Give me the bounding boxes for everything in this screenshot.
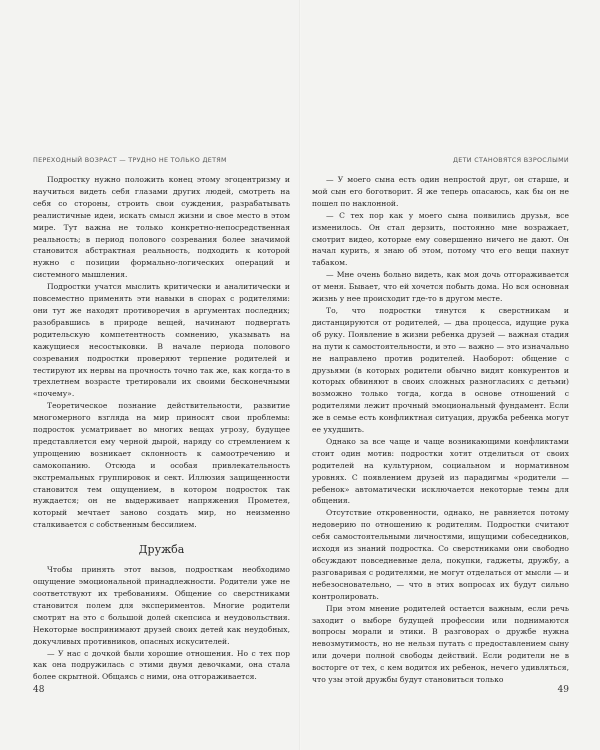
right-body-text: [312, 174, 569, 686]
page-number-left: 48: [33, 685, 45, 695]
running-head-left: ПЕРЕХОДНЫЙ ВОЗРАСТ — ТРУДНО НЕ ТОЛЬКО ДЕТЯМ: [33, 156, 227, 164]
paragraph: — С тех пор как у моего сына появились друзья, все изменилось. Он стал дерзить, постоянно мне возражает, смотрит видео, которые ему совершенно ничего не дают. Он начал курить, я знаю об этом, потому что его вещи пахнут табаком.: [312, 210, 569, 268]
paragraph: Чтобы принять этот вызов, подросткам необходимо ощущение эмоциональной принадлежности. Родители уже не соответствуют их требованиям. Общение со сверстниками становится полем для экспериментов. Многие родители смотрят на это с большой долей скепсиса и неудовольствия. Некоторые воспринимают друзей своих детей как неудобных, докучливых противников, опасных искусителей.: [33, 565, 290, 646]
section-title: Дружба: [138, 543, 185, 557]
paragraph: Отсутствие откровенности, однако, не равняется потому недоверию по отношению к родителям. Подростки считают себя самостоятельными личностями, ищущими собеседников, исходя из знаний подростка. Со сверстниками они свободно обсуждают повседневные дела, покупки, гаджеты, дружбу, а разговаривая с родителями, не могут отделаться от мысли — и небезосновательно, — что в этих вопросах их будут сильно контролировать.: [312, 508, 569, 601]
paragraph: То, что подростки тянутся к сверстникам и дистанцируются от родителей, — два процесса, идущие рука об руку. Появление в жизни ребенка друзей — важная стадия на пути к самостоятельности, и это — важно — это изначально не направлено против родителей. Наоборот: общение с друзьями (в которых родители обычно видят конкурентов и которых обвиняют в своих сложных разногласиях с детьми) возможно только тогда, когда в основе отношений с родителями лежит прочный эмоциональный фундамент. Если же в семье есть конфликтная ситуация, дружба ребенка могут ее ухудшить.: [312, 305, 569, 435]
paragraph: Теоретическое познание действительности, развитие многомерного взгляда на мир приносят свои проблемы: подросток усматривает во многих вещах угрозу, будущее представляется ему черной дырой, наряду со стремлением к упрощению возникает склонность к самоотречению и самокопанию. Отсюда и особая привлекательность экстремальных группировок и сект. Иллюзия защищенности становится тем ощущением, в котором подросток так нуждается; он не выдерживает напряжения Прометея, который мечтает заново создать мир, но неизменно сталкивается с собственным бессилием.: [33, 401, 290, 530]
paragraph: При этом мнение родителей остается важным, если речь заходит о выборе будущей профессии или поднимаются вопросы морали и этики. В разговорах о дружбе нужна невозмутимость, но не нельзя путать с предоставлением сыну или дочери полной свободы действий. Если родители не в восторге от тех, с кем водится их ребенок, нечего удивляться, что узы этой дружбы будут становиться только: [312, 603, 569, 685]
paragraph: — Мне очень больно видеть, как моя дочь отгораживается от меня. Бывает, что ей хочется побыть дома. Но вся основная жизнь у нее происходит где-то в другом месте.: [312, 270, 569, 304]
paragraph: Подростки учатся мыслить критически и аналитически и повсеместно применять эти навыки в спорах с родителями: они тут же находят противоречия в аргументах последних; разобравшись в природе вещей, начинают подвергать родительскую компетентность сомнению, указывать на кажущиеся несостыковки. В начале периода полового созревания подростки проверяют терпение родителей и тестируют их нервы на прочность точно так же, как когда-то в трехлетнем возрасте третировали их своими бесконечными «почему».: [33, 282, 290, 399]
paragraph: — У моего сына есть один непростой друг, он старше, и мой сын его боготворит. Я жe теперь опасаюсь, как бы он не пошел по наклонной.: [312, 175, 569, 208]
page-number-right: 49: [557, 685, 569, 695]
right-page: [300, 0, 600, 750]
left-body-text: [33, 174, 290, 683]
paragraph: — У нас с дочкой были хорошие отношения. Но с тех пор как она подружилась с этими двумя девочками, она стала более скрытной. Общаясь с ними, она отгораживается.: [33, 648, 290, 682]
paragraph: Подростку нужно положить конец этому эгоцентризму и научиться видеть себя глазами других людей, смотреть на себя со стороны, строить свои суждения, разрабатывать реалистичные идеи, искать смысл жизни и свое место в этом мире. Тут важна не только конкретно-непосредственная реальность; в период полового созревания более значимой становится абстрактная реальность, подходить к которой нужно с позиции формально-логических операций и системного мышления.: [33, 175, 290, 280]
running-head-right: ДЕТИ СТАНОВЯТСЯ ВЗРОСЛЫМИ: [452, 156, 569, 164]
paragraph: Однако за все чаще и чаще возникающими конфликтами стоит один мотив: подростки хотят отделиться от своих родителей на культурном, социальном и нормативном уровнях. С появлением друзей из парадигмы «родители — ребенок» автоматически исключается некоторые темы для общения.: [312, 436, 569, 506]
